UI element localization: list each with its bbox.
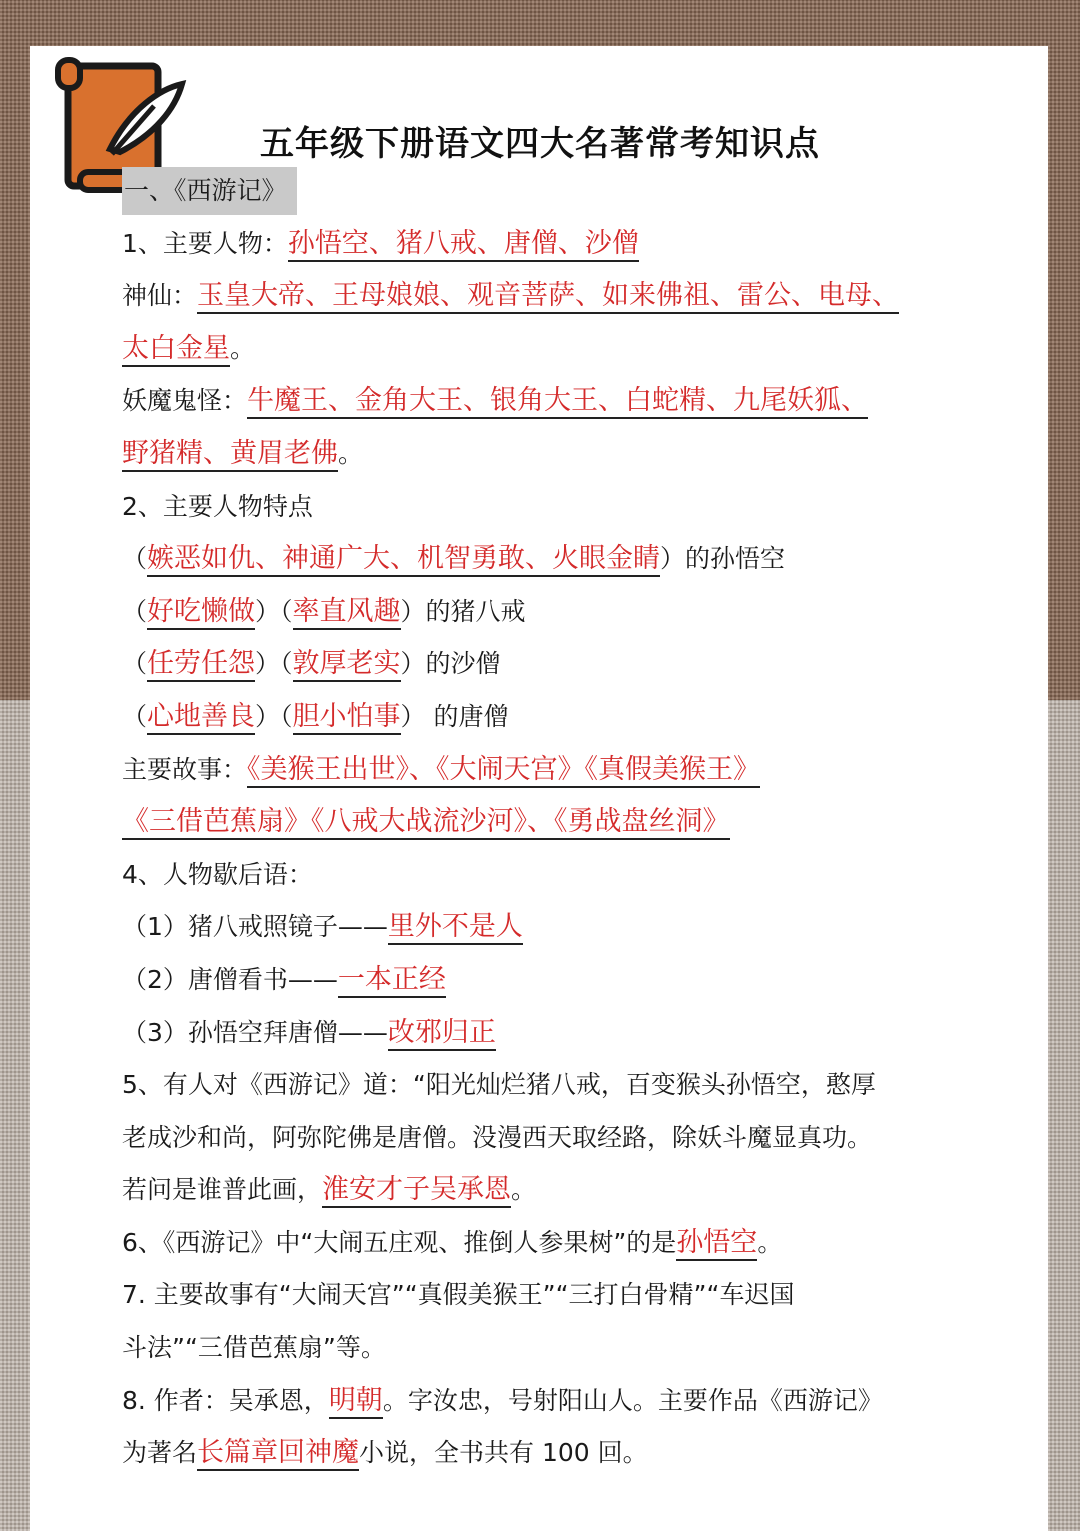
answer: 任劳任怨 <box>147 648 255 682</box>
answer: 胆小怕事 <box>293 701 401 735</box>
line-trait-shaseng: （任劳任怨）（敦厚老实）的沙僧 <box>122 638 972 691</box>
line-immortals: 神仙：玉皇大帝、王母娘娘、观音菩萨、如来佛祖、雷公、电母、 <box>122 270 972 323</box>
line-poem-3: 若问是谁普此画，淮安才子吴承恩。 <box>122 1164 972 1217</box>
line-author: 8. 作者：吴承恩，明朝。字汝忠，号射阳山人。主要作品《西游记》 <box>122 1375 972 1428</box>
line-stories-7-cont: 斗法”“三借芭蕉扇”等。 <box>122 1333 386 1363</box>
answer: 太白金星 <box>122 333 230 367</box>
page-title: 五年级下册语文四大名著常考知识点 <box>260 124 820 164</box>
answer: 好吃懒做 <box>147 596 255 630</box>
line-trait-sunwukong: （嫉恶如仇、神通广大、机智勇敢、火眼金睛）的孙悟空 <box>122 533 972 586</box>
line-xiehouyu-3: （3）孙悟空拜唐僧——改邪归正 <box>122 1007 972 1060</box>
line-main-stories: 主要故事：《美猴王出世》、《大闹天宫》《真假美猴王》 <box>122 744 972 797</box>
answer: 牛魔王、金角大王、银角大王、白蛇精、九尾妖狐、 <box>247 385 868 419</box>
content-body <box>122 165 972 1480</box>
line-main-characters: 1、主要人物：孙悟空、猪八戒、唐僧、沙僧 <box>122 218 972 271</box>
line-wuzhuangguan: 6、《西游记》中“大闹五庄观、推倒人参果树”的是孙悟空。 <box>122 1217 972 1270</box>
section-heading <box>122 165 972 218</box>
answer: 改邪归正 <box>388 1017 496 1051</box>
line-author-cont: 为著名长篇章回神魔小说，全书共有 100 回。 <box>122 1427 972 1480</box>
answer: 玉皇大帝、王母娘娘、观音菩萨、如来佛祖、雷公、电母、 <box>197 280 899 314</box>
line-traits-heading: 2、主要人物特点 <box>122 491 313 521</box>
answer: 淮安才子吴承恩 <box>322 1174 511 1208</box>
line-main-stories-cont <box>122 796 972 849</box>
line-poem-1: 5、有人对《西游记》道：“阳光灿烂猪八戒，百变猴头孙悟空，憨厚 <box>122 1070 876 1100</box>
answer: 孙悟空 <box>676 1227 757 1261</box>
answer: 一本正经 <box>338 964 446 998</box>
line-demons: 妖魔鬼怪：牛魔王、金角大王、银角大王、白蛇精、九尾妖狐、 <box>122 375 972 428</box>
answer: 《美猴王出世》、《大闹天宫》《真假美猴王》 <box>247 754 760 788</box>
answer: 心地善良 <box>147 701 255 735</box>
answer: 明朝 <box>329 1385 383 1419</box>
line-stories-7: 7. 主要故事有“大闹天宫”“真假美猴王”“三打白骨精”“车迟国 <box>122 1280 795 1310</box>
answer: 嫉恶如仇、神通广大、机智勇敢、火眼金睛 <box>147 543 660 577</box>
answer: 孙悟空、猪八戒、唐僧、沙僧 <box>288 228 639 262</box>
answer: 率直风趣 <box>293 596 401 630</box>
line-trait-zhubajie: （好吃懒做）（率直风趣）的猪八戒 <box>122 586 972 639</box>
line-immortals-cont: 太白金星。 <box>122 323 972 376</box>
line-xiehouyu-2: （2）唐僧看书——一本正经 <box>122 954 972 1007</box>
line-demons-cont: 野猪精、黄眉老佛。 <box>122 428 972 481</box>
answer: 《三借芭蕉扇》《八戒大战流沙河》、《勇战盘丝洞》 <box>122 806 730 840</box>
line-trait-tangseng: （心地善良）（胆小怕事） 的唐僧 <box>122 691 972 744</box>
answer: 里外不是人 <box>388 911 523 945</box>
answer: 敦厚老实 <box>293 648 401 682</box>
line-poem-2: 老成沙和尚，阿弥陀佛是唐僧。没漫西天取经路，除妖斗魔显真功。 <box>122 1122 873 1152</box>
answer: 野猪精、黄眉老佛 <box>122 438 338 472</box>
answer: 长篇章回神魔 <box>197 1437 359 1471</box>
section-label: 一、《西游记》 <box>122 167 297 215</box>
line-xiehouyu-1: （1）猪八戒照镜子——里外不是人 <box>122 901 972 954</box>
line-xiehouyu-heading: 4、人物歇后语： <box>122 859 313 889</box>
